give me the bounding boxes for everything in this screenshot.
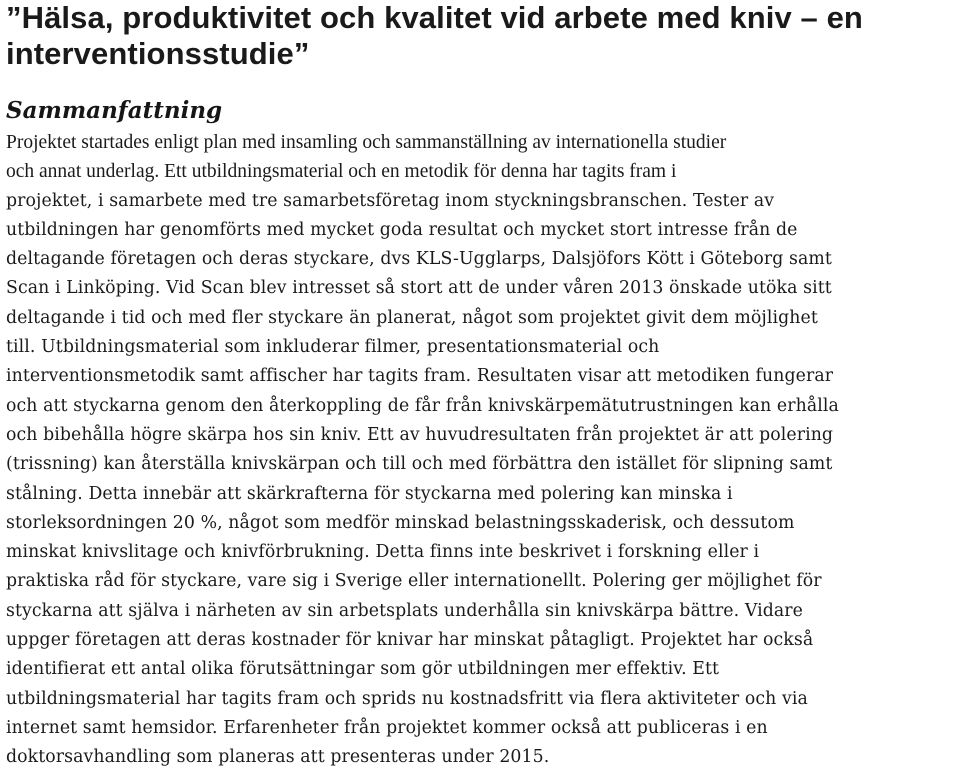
document-page — [6, 0, 956, 773]
summary-line: styckarna att själva i närheten av sin arbetsplats underhålla sin knivskärpa bättre. Vidare — [6, 600, 803, 621]
summary-line: identifierat ett antal olika förutsättningar som gör utbildningen mer effektiv. Ett — [6, 659, 720, 680]
summary-line: och att styckarna genom den återkoppling de får från knivskärpemätutrustningen kan erhålla — [6, 395, 839, 416]
summary-line: doktorsavhandling som planeras att presenteras under 2015. — [6, 747, 550, 768]
summary-line: (trissning) kan återställa knivskärpan och till och med förbättra den istället för slipning samt — [6, 454, 833, 475]
summary-line: minskat knivslitage och knivförbrukning. Detta finns inte beskrivet i forskning eller i — [6, 542, 760, 563]
summary-line: och annat underlag. Ett utbildningsmaterial och en metodik för denna har tagits fram i — [6, 161, 677, 183]
document-title-line-2: interventionsstudie” — [6, 36, 310, 71]
summary-line: Projektet startades enligt plan med insamling och sammanställning av internationella studier — [6, 132, 727, 153]
summary-paragraph — [6, 128, 956, 773]
summary-line: praktiska råd för styckare, vare sig i Sverige eller internationellt. Polering ger möjlighet för — [6, 571, 822, 592]
summary-line: och bibehålla högre skärpa hos sin kniv. Ett av huvudresultaten från projektet är att polering — [6, 424, 834, 445]
summary-line: Scan i Linköping. Vid Scan blev intresset så stort att de under våren 2013 önskade utöka sitt — [6, 278, 832, 299]
summary-line: storleksordningen 20 %, något som medför minskad belastningsskaderisk, och dessutom — [6, 512, 795, 533]
document-title — [6, 0, 956, 72]
summary-line: deltagande i tid och med fler styckare än planerat, något som projektet givit dem möjlighet — [6, 307, 818, 328]
summary-line: stålning. Detta innebär att skärkrafterna för styckarna med polering kan minska i — [6, 483, 733, 504]
summary-line: till. Utbildningsmaterial som inkluderar filmer, presentationsmaterial och — [6, 337, 660, 358]
summary-line: deltagande företagen och deras styckare, dvs KLS-Ugglarps, Dalsjöfors Kött i Göteborg samt — [6, 249, 832, 270]
summary-line: internet samt hemsidor. Erfarenheter från projektet kommer också att publiceras i en — [6, 717, 768, 738]
summary-line: utbildningsmaterial har tagits fram och sprids nu kostnadsfritt via flera aktiviteter och via — [6, 688, 808, 709]
summary-line: uppger företagen att deras kostnader för knivar har minskat påtagligt. Projektet har också — [6, 630, 814, 651]
summary-line: interventionsmetodik samt affischer har tagits fram. Resultaten visar att metodiken fungerar — [6, 366, 834, 387]
document-title-line-1: ”Hälsa, produktivitet och kvalitet vid arbete med kniv – en — [6, 0, 863, 35]
section-heading-sammanfattning: Sammanfattning — [6, 97, 223, 124]
summary-line: projektet, i samarbete med tre samarbetsföretag inom styckningsbranschen. Tester av — [6, 190, 775, 211]
summary-line: utbildningen har genomförts med mycket goda resultat och mycket stort intresse från de — [6, 219, 798, 240]
